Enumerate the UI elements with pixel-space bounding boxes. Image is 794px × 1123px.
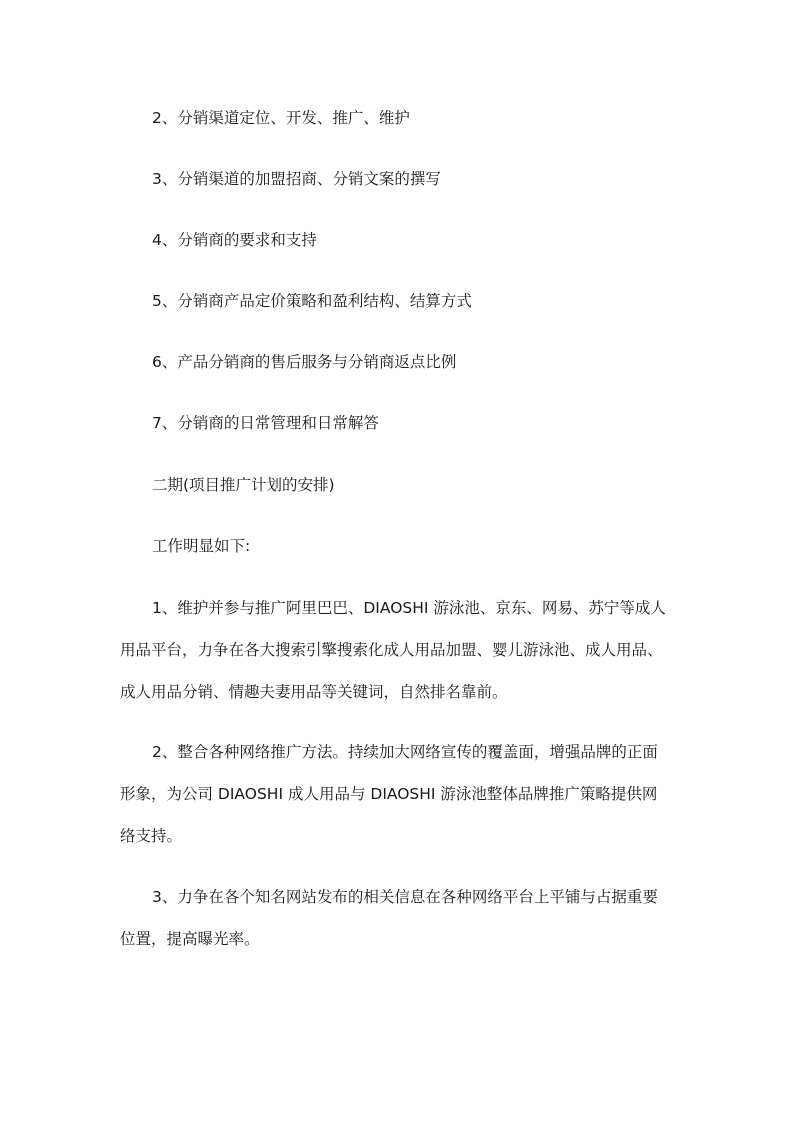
list-item-text: 3、分销渠道的加盟招商、分销文案的撰写: [152, 170, 441, 188]
list-item: [0, 350, 794, 374]
list-item-text: 7、分销商的日常管理和日常解答: [152, 414, 379, 432]
list-item-text: 5、分销商产品定价策略和盈利结构、结算方式: [152, 292, 472, 310]
section-heading: 二期(项目推广计划的安排): [152, 476, 335, 494]
list-item: [0, 289, 794, 313]
paragraph-line: 位置，提高曝光率。: [120, 930, 260, 948]
list-item: [0, 167, 794, 191]
paragraph-line: 2、整合各种网络推广方法。持续加大网络宣传的覆盖面，增强品牌的正面: [152, 743, 658, 761]
list-item: [0, 106, 794, 130]
list-item-text: 2、分销渠道定位、开发、推广、维护: [152, 109, 410, 127]
paragraph-line: 形象，为公司 DIAOSHI 成人用品与 DIAOSHI 游泳池整体品牌推广策略提供网: [120, 785, 658, 803]
list-item-text: 4、分销商的要求和支持: [152, 231, 317, 249]
paragraph-line: 用品平台，力争在各大搜索引擎搜索化成人用品加盟、婴儿游泳池、成人用品、: [120, 641, 663, 659]
list-item: [0, 228, 794, 252]
paragraph-line: 1、维护并参与推广阿里巴巴、DIAOSHI 游泳池、京东、网易、苏宁等成人: [152, 599, 666, 617]
list-item-text: 6、产品分销商的售后服务与分销商返点比例: [152, 353, 457, 371]
paragraph-line: 络支持。: [120, 827, 183, 845]
paragraph-line: 成人用品分销、情趣夫妻用品等关键词，自然排名靠前。: [120, 683, 508, 701]
list-item: [0, 411, 794, 435]
intro-text: 工作明显如下:: [152, 537, 251, 555]
paragraph-line: 3、力争在各个知名网站发布的相关信息在各种网络平台上平铺与占据重要: [152, 888, 658, 906]
